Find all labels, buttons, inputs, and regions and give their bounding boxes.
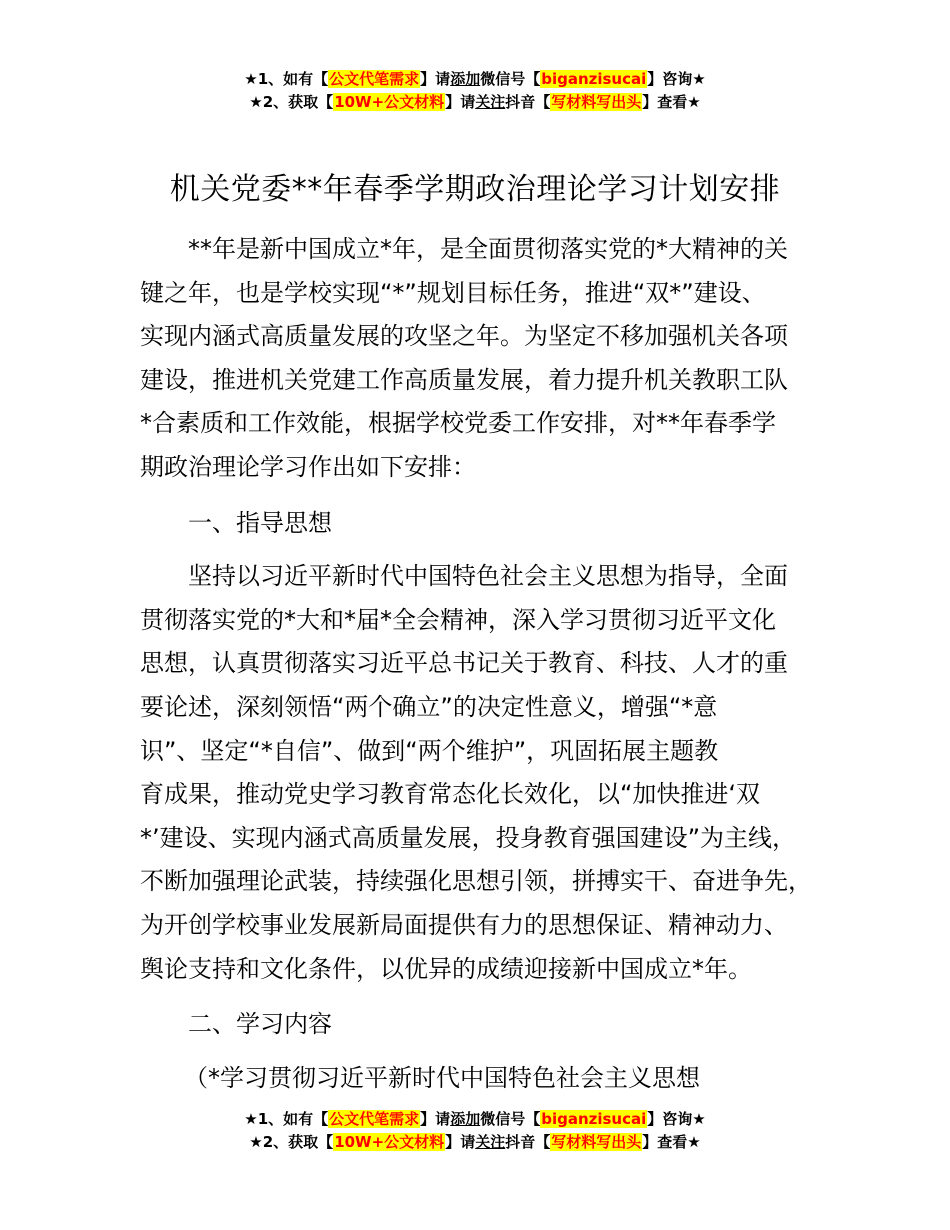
banner-wechat-id: biganzisucai: [541, 70, 647, 88]
banner-underlined-text: 关注: [475, 1133, 506, 1151]
paragraph-line: 坚持以习近平新时代中国特色社会主义思想为指导，全面: [188, 562, 788, 591]
paragraph-line: **年是新中国成立*年，是全面贯彻落实党的*大精神的关: [188, 235, 788, 263]
banner-text: 抖音【: [505, 1133, 551, 1151]
section-heading-guiding-ideology: 一、指导思想: [188, 508, 332, 537]
banner-text: ★1、如有【: [244, 70, 329, 88]
subsection-line: （*学习贯彻习近平新时代中国特色社会主义思想: [184, 1063, 700, 1092]
banner-text: 】请: [420, 1110, 451, 1128]
paragraph-line: 键之年，也是学校实现“*”规划目标任务，推进“双*”建设、: [140, 278, 766, 307]
paragraph-line: 为开创学校事业发展新局面提供有力的思想保证、精神动力、: [140, 910, 788, 939]
paragraph-line: 不断加强理论武装，持续强化思想引领，拼搏实干、奋进争先，: [140, 867, 812, 896]
paragraph-line: 思想，认真贯彻落实习近平总书记关于教育、科技、人才的重: [140, 649, 788, 678]
banner-text: 】咨询★: [647, 70, 706, 88]
banner-underlined-text: 关注: [475, 93, 506, 111]
banner-highlight: 10W+公文材料: [334, 1133, 445, 1151]
banner-douyin-account: 写材料写出头: [551, 1133, 642, 1151]
paragraph-line: 实现内涵式高质量发展的攻坚之年。为坚定不移加强机关各项: [140, 322, 788, 351]
paragraph-line: *’建设、实现内涵式高质量发展，投身教育强国建设”为主线，: [140, 823, 797, 852]
banner-text: 】查看★: [642, 93, 701, 111]
section-heading-study-content: 二、学习内容: [188, 1010, 332, 1039]
paragraph-line: 舆论支持和文化条件，以优异的成绩迎接新中国成立*年。: [140, 954, 752, 983]
banner-highlight: 公文代笔需求: [329, 70, 420, 88]
banner-text: 抖音【: [505, 93, 551, 111]
banner-text: 微信号【: [480, 1110, 541, 1128]
paragraph-line: 要论述，深刻领悟“两个确立”的决定性意义，增强“*意: [140, 692, 718, 721]
paragraph-line: *合素质和工作效能，根据学校党委工作安排，对**年春季学: [140, 409, 776, 438]
banner-text: 微信号【: [480, 70, 541, 88]
footer-banner-line-1: [0, 1108, 950, 1131]
document-title: 机关党委**年春季学期政治理论学习计划安排: [169, 172, 781, 207]
footer-banner-line-2: [0, 1131, 950, 1154]
banner-douyin-account: 写材料写出头: [551, 93, 642, 111]
banner-text: ★1、如有【: [244, 1110, 329, 1128]
header-banner-line-1: [0, 68, 950, 91]
document-body: [140, 228, 830, 1100]
paragraph-line: 贯彻落实党的*大和*届*全会精神，深入学习贯彻习近平文化: [140, 605, 776, 634]
banner-text: ★2、获取【: [249, 93, 334, 111]
paragraph-line: 建设，推进机关党建工作高质量发展，着力提升机关教职工队: [140, 365, 788, 394]
banner-wechat-id: biganzisucai: [541, 1110, 647, 1128]
paragraph-line: 识”、坚定“*自信”、做到“两个维护”，巩固拓展主题教: [140, 736, 719, 765]
paragraph-line: 期政治理论学习作出如下安排：: [140, 452, 476, 481]
header-banner-line-2: [0, 91, 950, 114]
banner-text: 】查看★: [642, 1133, 701, 1151]
footer-banner: [0, 1108, 950, 1154]
banner-highlight: 公文代笔需求: [329, 1110, 420, 1128]
banner-text: 】请: [445, 1133, 476, 1151]
header-banner: [0, 68, 950, 114]
guiding-ideology-paragraph: [140, 555, 830, 991]
intro-paragraph: [140, 228, 830, 490]
paragraph-line: 育成果，推动党史学习教育常态化长效化，以“加快推进‘双: [140, 780, 761, 809]
banner-underlined-text: 添加: [450, 1110, 481, 1128]
banner-text: 】咨询★: [647, 1110, 706, 1128]
banner-text: 】请: [445, 93, 476, 111]
banner-text: ★2、获取【: [249, 1133, 334, 1151]
banner-highlight: 10W+公文材料: [334, 93, 445, 111]
banner-text: 】请: [420, 70, 451, 88]
banner-underlined-text: 添加: [450, 70, 481, 88]
